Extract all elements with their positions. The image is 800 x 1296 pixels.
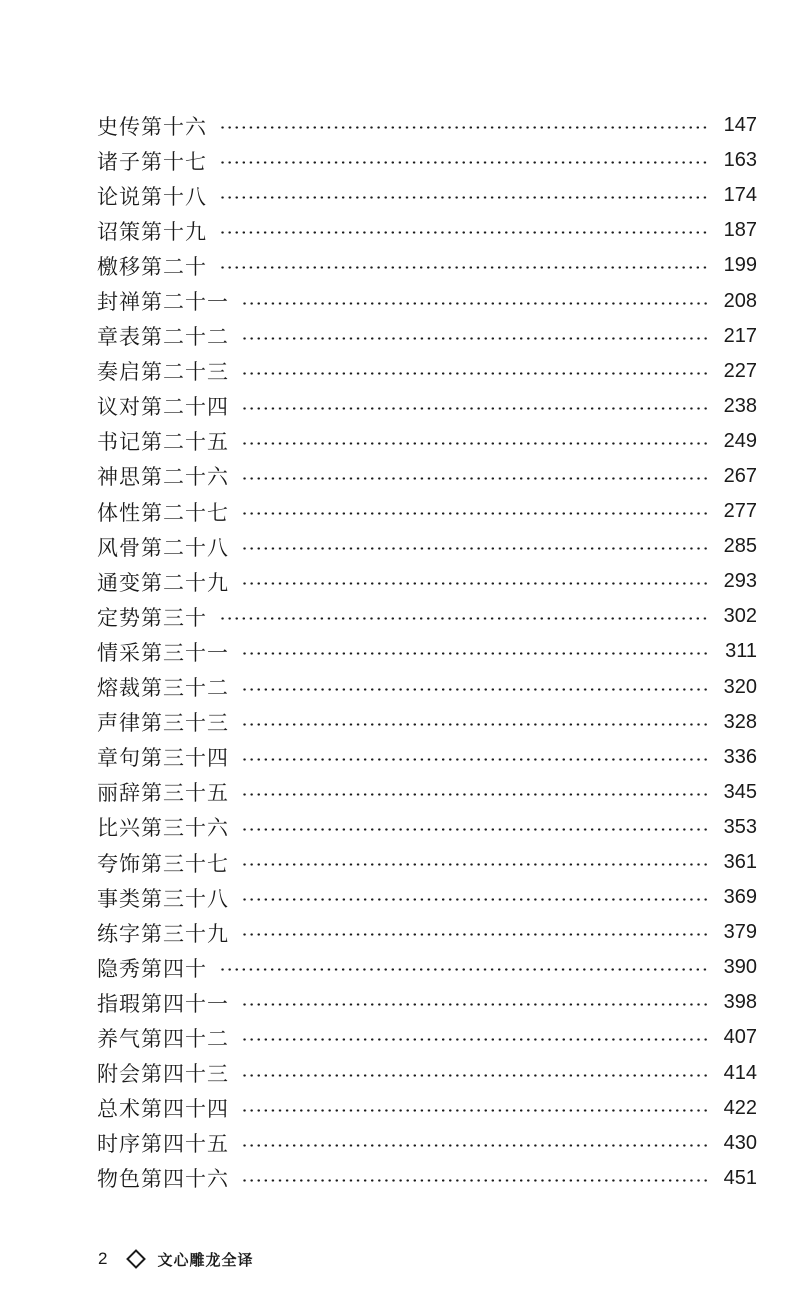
toc-entry-title: 论说第十八 bbox=[97, 184, 207, 209]
toc-entry-page-number: 361 bbox=[723, 851, 757, 874]
toc-entry bbox=[97, 985, 757, 1020]
toc-entry-page-number: 174 bbox=[723, 184, 757, 207]
dot-leader bbox=[241, 933, 709, 936]
dot-leader bbox=[219, 196, 709, 199]
dot-leader bbox=[241, 302, 709, 305]
dot-leader bbox=[241, 407, 709, 410]
toc-entry-page-number: 217 bbox=[723, 324, 757, 347]
toc-entry bbox=[97, 670, 757, 705]
toc-entry-title: 书记第二十五 bbox=[97, 430, 229, 455]
toc-entry-page-number: 451 bbox=[723, 1166, 757, 1189]
toc-entry-title: 封禅第二十一 bbox=[97, 290, 229, 315]
toc-entry-title: 体性第二十七 bbox=[97, 500, 229, 525]
toc-entry-title: 诏策第十九 bbox=[97, 219, 207, 244]
toc-entry-page-number: 187 bbox=[723, 219, 757, 242]
dot-leader bbox=[241, 1179, 709, 1182]
toc-entry-title: 风骨第二十八 bbox=[97, 535, 229, 560]
toc-entry-title: 指瑕第四十一 bbox=[97, 991, 229, 1016]
toc-entry bbox=[97, 213, 757, 248]
toc-entry bbox=[97, 178, 757, 213]
toc-entry bbox=[97, 459, 757, 494]
toc-entry-page-number: 328 bbox=[723, 710, 757, 733]
toc-entry-page-number: 345 bbox=[723, 780, 757, 803]
toc-entry bbox=[97, 1091, 757, 1126]
dot-leader bbox=[241, 1109, 709, 1112]
dot-leader bbox=[241, 688, 709, 691]
toc-entry-title: 史传第十六 bbox=[97, 114, 207, 139]
toc-entry-page-number: 398 bbox=[723, 991, 757, 1014]
toc-entry-title: 养气第四十二 bbox=[97, 1026, 229, 1051]
dot-leader bbox=[241, 372, 709, 375]
dot-leader bbox=[241, 1003, 709, 1006]
toc-entry-page-number: 311 bbox=[725, 640, 757, 663]
toc-entry-title: 檄移第二十 bbox=[97, 254, 207, 279]
toc-entry bbox=[97, 1020, 757, 1055]
toc-entry-page-number: 320 bbox=[723, 675, 757, 698]
toc-entry-page-number: 277 bbox=[723, 500, 757, 523]
toc-entry-title: 诸子第十七 bbox=[97, 149, 207, 174]
toc-entry bbox=[97, 634, 757, 669]
page-footer bbox=[98, 1244, 253, 1274]
dot-leader bbox=[241, 337, 709, 340]
toc-entry-page-number: 227 bbox=[723, 359, 757, 382]
toc-entry-page-number: 414 bbox=[723, 1061, 757, 1084]
dot-leader bbox=[241, 723, 709, 726]
dot-leader bbox=[241, 898, 709, 901]
dot-leader bbox=[219, 968, 709, 971]
toc-entry bbox=[97, 775, 757, 810]
toc-entry-title: 神思第二十六 bbox=[97, 465, 229, 490]
toc-entry bbox=[97, 740, 757, 775]
toc-entry-title: 附会第四十三 bbox=[97, 1062, 229, 1087]
toc-entry-title: 总术第四十四 bbox=[97, 1097, 229, 1122]
diamond-icon bbox=[127, 1249, 147, 1269]
toc-entry-page-number: 407 bbox=[723, 1026, 757, 1049]
toc-entry bbox=[97, 424, 757, 459]
toc-entry-page-number: 302 bbox=[723, 605, 757, 628]
toc-entry bbox=[97, 599, 757, 634]
toc-entry-page-number: 238 bbox=[723, 394, 757, 417]
toc-entry-page-number: 285 bbox=[723, 535, 757, 558]
toc-entry-page-number: 369 bbox=[723, 886, 757, 909]
toc-entry-title: 奏启第二十三 bbox=[97, 360, 229, 385]
toc-entry bbox=[97, 564, 757, 599]
toc-entry-page-number: 293 bbox=[723, 570, 757, 593]
dot-leader bbox=[219, 126, 709, 129]
dot-leader bbox=[241, 863, 709, 866]
dot-leader bbox=[241, 652, 709, 655]
toc-entry bbox=[97, 1161, 757, 1196]
dot-leader bbox=[219, 161, 709, 164]
toc-entry-title: 通变第二十九 bbox=[97, 570, 229, 595]
dot-leader bbox=[241, 828, 709, 831]
toc-entry bbox=[97, 389, 757, 424]
toc-entry-title: 夸饰第三十七 bbox=[97, 851, 229, 876]
toc-entry bbox=[97, 108, 757, 143]
toc-entry-page-number: 390 bbox=[723, 956, 757, 979]
toc-entry-page-number: 430 bbox=[723, 1131, 757, 1154]
toc-entry bbox=[97, 705, 757, 740]
toc-entry bbox=[97, 494, 757, 529]
toc-entry-title: 物色第四十六 bbox=[97, 1167, 229, 1192]
toc-entry bbox=[97, 1056, 757, 1091]
toc-entry-title: 声律第三十三 bbox=[97, 711, 229, 736]
toc-entry-title: 丽辞第三十五 bbox=[97, 781, 229, 806]
dot-leader bbox=[241, 477, 709, 480]
toc-entry bbox=[97, 915, 757, 950]
toc-entry bbox=[97, 880, 757, 915]
footer-book-title: 文心雕龙全译 bbox=[157, 1250, 254, 1269]
toc-entry-page-number: 422 bbox=[723, 1096, 757, 1119]
toc-entry bbox=[97, 810, 757, 845]
toc-entry-page-number: 163 bbox=[723, 149, 757, 172]
dot-leader bbox=[241, 793, 709, 796]
toc-entry-title: 隐秀第四十 bbox=[97, 956, 207, 981]
toc-entry bbox=[97, 354, 757, 389]
dot-leader bbox=[241, 582, 709, 585]
toc-entry bbox=[97, 248, 757, 283]
toc-entry-title: 熔裁第三十二 bbox=[97, 676, 229, 701]
toc-entry-title: 事类第三十八 bbox=[97, 886, 229, 911]
toc-entry bbox=[97, 1126, 757, 1161]
toc-entry-page-number: 147 bbox=[723, 114, 757, 137]
footer-page-number: 2 bbox=[98, 1249, 108, 1268]
toc-entry-title: 定势第三十 bbox=[97, 605, 207, 630]
dot-leader bbox=[241, 1144, 709, 1147]
toc-entry bbox=[97, 950, 757, 985]
toc-entry-page-number: 353 bbox=[723, 815, 757, 838]
toc-entry-page-number: 208 bbox=[723, 289, 757, 312]
toc-entry-page-number: 267 bbox=[723, 464, 757, 487]
dot-leader bbox=[241, 512, 709, 515]
dot-leader bbox=[219, 231, 709, 234]
toc-entry bbox=[97, 143, 757, 178]
toc-entry-title: 议对第二十四 bbox=[97, 395, 229, 420]
dot-leader bbox=[219, 266, 709, 269]
toc-entry bbox=[97, 319, 757, 354]
toc-entry-page-number: 336 bbox=[723, 745, 757, 768]
dot-leader bbox=[241, 1074, 709, 1077]
toc-entry bbox=[97, 283, 757, 318]
dot-leader bbox=[241, 1038, 709, 1041]
dot-leader bbox=[241, 758, 709, 761]
toc-entry-title: 练字第三十九 bbox=[97, 921, 229, 946]
dot-leader bbox=[219, 617, 709, 620]
table-of-contents bbox=[97, 108, 757, 1196]
toc-entry bbox=[97, 845, 757, 880]
dot-leader bbox=[241, 442, 709, 445]
dot-leader bbox=[241, 547, 709, 550]
toc-entry-page-number: 199 bbox=[723, 254, 757, 277]
toc-entry-title: 章句第三十四 bbox=[97, 746, 229, 771]
toc-entry-page-number: 379 bbox=[723, 921, 757, 944]
toc-entry-title: 情采第三十一 bbox=[97, 640, 229, 665]
toc-entry-title: 比兴第三十六 bbox=[97, 816, 229, 841]
toc-entry-page-number: 249 bbox=[723, 429, 757, 452]
toc-entry-title: 时序第四十五 bbox=[97, 1132, 229, 1157]
toc-entry-title: 章表第二十二 bbox=[97, 325, 229, 350]
toc-entry bbox=[97, 529, 757, 564]
